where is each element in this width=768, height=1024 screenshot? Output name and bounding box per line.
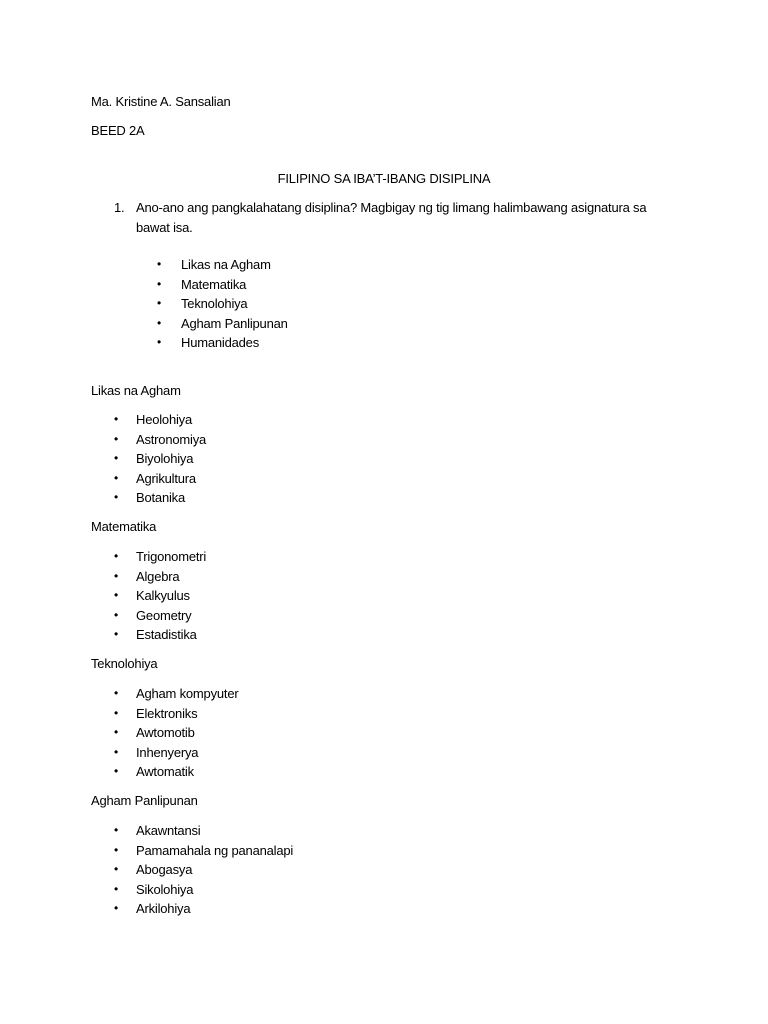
bullet-icon: • (114, 823, 119, 837)
bullet-icon: • (114, 549, 119, 563)
section-list (114, 547, 207, 645)
bullet-icon: • (114, 725, 119, 740)
bullet-icon: • (114, 607, 119, 622)
list-item: • Heolohiya (136, 410, 206, 430)
list-item: • Matematika (181, 275, 288, 295)
list-item: • Humanidades (181, 333, 288, 353)
list-item: • Pamamahala ng pananalapi (136, 841, 293, 861)
section-heading: Likas na Agham (91, 383, 181, 398)
list-item: • Estadistika (136, 625, 206, 645)
list-item: • Trigonometri (136, 547, 206, 567)
author-name: Ma. Kristine A. Sansalian (91, 94, 231, 109)
list-item: • Abogasya (136, 860, 293, 880)
list-item: • Elektroniks (136, 704, 239, 724)
bullet-icon: • (157, 257, 162, 271)
section-heading: Agham Panlipunan (91, 793, 198, 808)
list-item: • Teknolohiya (181, 294, 288, 314)
bullet-icon: • (114, 627, 119, 642)
bullet-icon: • (114, 901, 119, 916)
bullet-icon: • (114, 686, 119, 700)
bullet-icon: • (114, 490, 119, 505)
bullet-icon: • (114, 764, 119, 779)
bullet-icon: • (114, 842, 119, 857)
list-item: • Kalkyulus (136, 586, 206, 606)
bullet-icon: • (114, 412, 119, 426)
bullet-icon: • (114, 470, 119, 485)
list-item: • Sikolohiya (136, 880, 293, 900)
bullet-icon: • (157, 276, 162, 291)
list-item: • Likas na Agham (181, 255, 288, 275)
bullet-icon: • (114, 705, 119, 720)
section-heading: Matematika (91, 519, 157, 534)
section-list (114, 684, 239, 782)
section-heading: Teknolohiya (91, 656, 158, 671)
bullet-icon: • (114, 568, 119, 583)
bullet-icon: • (157, 335, 162, 350)
list-item: • Agrikultura (136, 469, 206, 489)
list-item: • Astronomiya (136, 430, 206, 450)
bullet-icon: • (114, 744, 119, 759)
list-item: • Biyolohiya (136, 449, 206, 469)
bullet-icon: • (157, 296, 162, 311)
list-item: • Agham Panlipunan (181, 314, 288, 334)
section-list (114, 821, 294, 919)
list-item: • Inhenyerya (136, 743, 239, 763)
list-item: • Akawntansi (136, 821, 293, 841)
question-text: Ano-ano ang pangkalahatang disiplina? Magbigay ng tig limang halimbawang asignatura sa bawat isa. (136, 200, 647, 235)
class-section: BEED 2A (91, 123, 145, 138)
bullet-icon: • (114, 451, 119, 466)
list-item: • Agham kompyuter (136, 684, 239, 704)
question-number: 1. (114, 200, 125, 215)
list-item: • Algebra (136, 567, 206, 587)
list-item: • Geometry (136, 606, 206, 626)
list-item: • Awtomatik (136, 762, 239, 782)
list-item: • Arkilohiya (136, 899, 293, 919)
bullet-icon: • (114, 588, 119, 603)
document-title: FILIPINO SA IBA’T-IBANG DISIPLINA (277, 171, 491, 186)
section-list (114, 410, 207, 508)
bullet-icon: • (114, 862, 119, 877)
bullet-icon: • (157, 315, 162, 330)
list-item: • Botanika (136, 488, 206, 508)
list-item: • Awtomotib (136, 723, 239, 743)
bullet-icon: • (114, 431, 119, 446)
bullet-icon: • (114, 881, 119, 896)
discipline-list (157, 255, 288, 353)
